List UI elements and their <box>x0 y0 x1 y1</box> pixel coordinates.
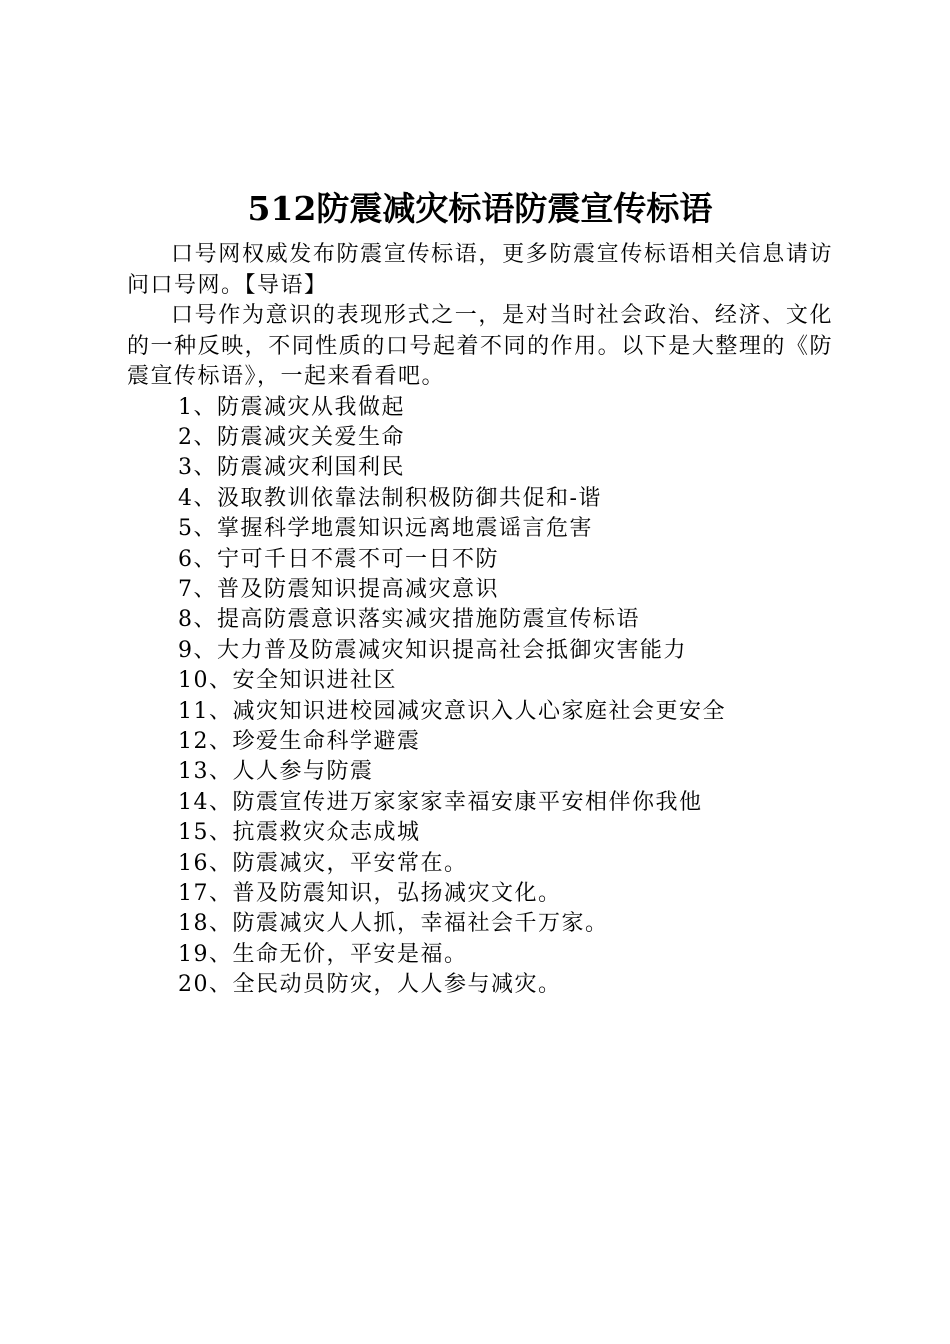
list-item: 5、掌握科学地震知识远离地震谣言危害 <box>178 516 593 542</box>
list-item: 7、普及防震知识提高减灾意识 <box>178 576 499 602</box>
list-item: 9、大力普及防震减灾知识提高社会抵御灾害能力 <box>178 637 687 663</box>
list-item: 8、提高防震意识落实减灾措施防震宣传标语 <box>178 607 640 633</box>
list-item: 2、防震减灾关爱生命 <box>178 424 405 450</box>
list-item: 11、减灾知识进校园减灾意识入人心家庭社会更安全 <box>178 698 726 724</box>
list-item: 4、汲取教训依靠法制积极防御共促和-谐 <box>178 485 602 511</box>
list-item: 13、人人参与防震 <box>178 759 374 785</box>
list-item: 19、生命无价，平安是福。 <box>178 941 468 967</box>
list-item: 18、防震减灾人人抓，幸福社会千万家。 <box>178 911 609 937</box>
list-item: 16、防震减灾，平安常在。 <box>178 850 468 876</box>
list-item: 3、防震减灾利国利民 <box>178 455 405 481</box>
list-item: 20、全民动员防灾，人人参与减灾。 <box>178 972 562 998</box>
list-item: 6、宁可千日不震不可一日不防 <box>178 546 499 572</box>
list-item: 15、抗震救灾众志成城 <box>178 820 421 846</box>
document-page <box>127 186 833 1001</box>
list-item: 10、安全知识进社区 <box>178 668 397 694</box>
list-item: 14、防震宣传进万家家家幸福安康平安相伴你我他 <box>178 789 703 815</box>
list-item: 17、普及防震知识，弘扬减灾文化。 <box>178 881 562 906</box>
intro-paragraph: 口号网权威发布防震宣传标语，更多防震宣传标语相关信息请访问口号网。【导语】 <box>127 242 833 298</box>
list-item: 12、珍爱生命科学避震 <box>178 728 421 754</box>
list-item: 1、防震减灾从我做起 <box>178 394 405 420</box>
slogan-list <box>127 393 833 1001</box>
body-paragraph: 口号作为意识的表现形式之一，是对当时社会政治、经济、文化的一种反映，不同性质的口号起着不同的作用。以下是大整理的《防震宣传标语》，一起来看看吧。 <box>127 303 833 389</box>
document-title: 512防震减灾标语防震宣传标语 <box>247 189 713 228</box>
